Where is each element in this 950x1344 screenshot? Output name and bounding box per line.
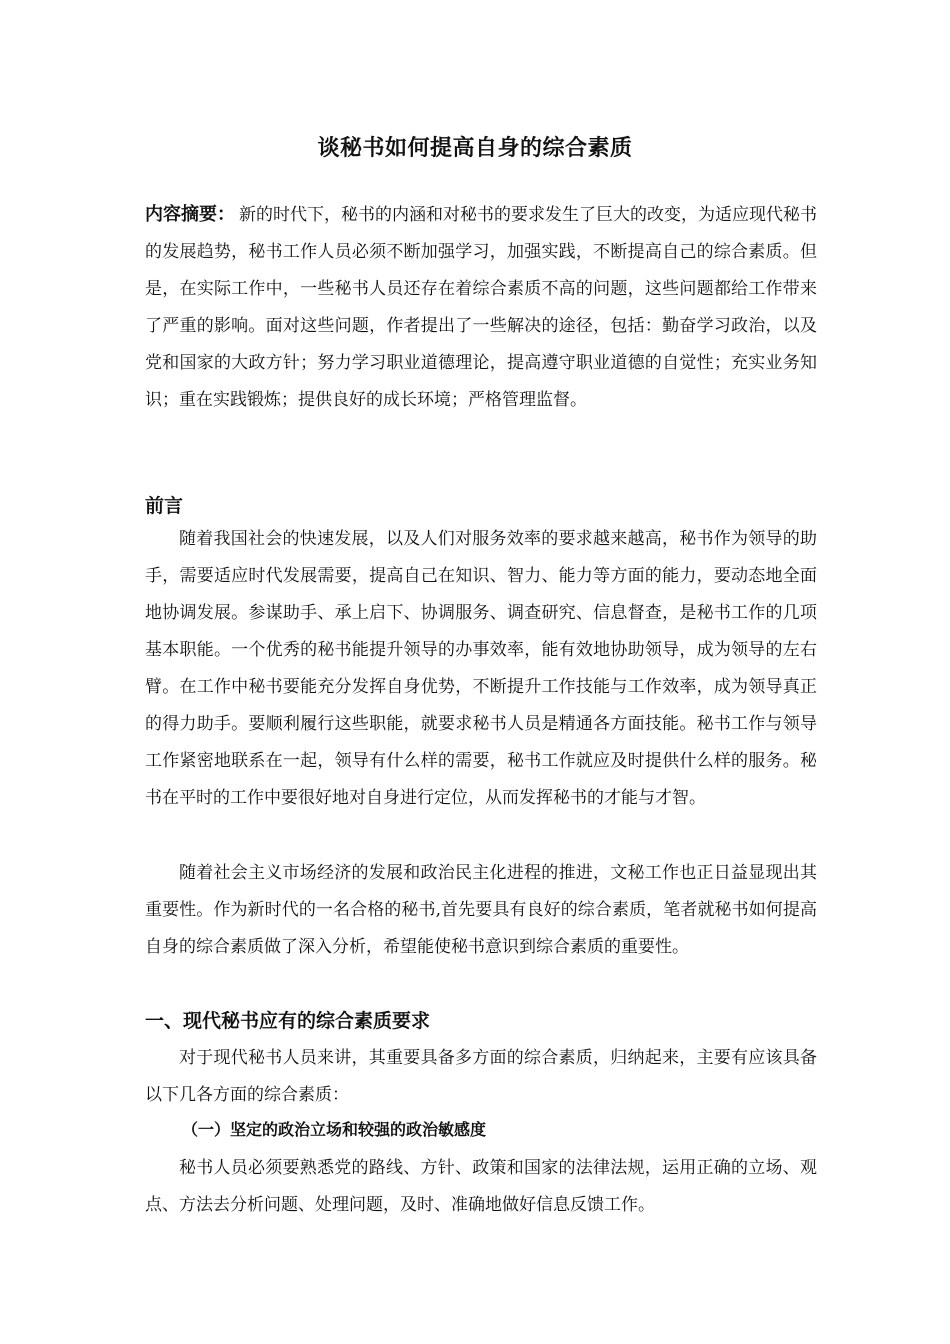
preface-heading: 前言	[145, 495, 184, 517]
abstract-label: 内容摘要：	[145, 204, 235, 225]
abstract-paragraph	[145, 196, 817, 419]
section-1-heading: 一、现代秘书应有的综合素质要求	[145, 1010, 431, 1032]
subsection-1-heading: （一）坚定的政治立场和较强的政治敏感度	[182, 1120, 487, 1139]
preface-paragraph-2: 随着社会主义市场经济的发展和政治民主化进程的推进，文秘工作也正日益显现出其重要性。作为新时代的一名合格的秘书,首先要具有良好的综合素质，笔者就秘书如何提高自身的综合素质做了深入分析，希望能使秘书意识到综合素质的重要性。	[145, 863, 817, 957]
preface-paragraph-1: 随着我国社会的快速发展，以及人们对服务效率的要求越来越高，秘书作为领导的助手，需要适应时代发展需要，提高自己在知识、智力、能力等方面的能力，要动态地全面地协调发展。参谋助手、承上启下、协调服务、调查研究、信息督查，是秘书工作的几项基本职能。一个优秀的秘书能提升领导的办事效率，能有效地协助领导，成为领导的左右臂。在工作中秘书要能充分发挥自身优势，不断提升工作技能与工作效率，成为领导真正的得力助手。要顺利履行这些职能，就要求秘书人员是精通各方面技能。秘书工作与领导工作紧密地联系在一起，领导有什么样的需要，秘书工作就应及时提供什么样的服务。秘书在平时的工作中要很好地对自身进行定位，从而发挥秘书的才能与才智。	[145, 529, 817, 808]
abstract-text: 新的时代下，秘书的内涵和对秘书的要求发生了巨大的改变，为适应现代秘书的发展趋势，秘书工作人员必须不断加强学习，加强实践，不断提高自己的综合素质。但是，在实际工作中，一些秘书人员还存在着综合素质不高的问题，这些问题都给工作带来了严重的影响。面对这些问题，作者提出了一些解决的途径，包括：勤奋学习政治，以及党和国家的大政方针；努力学习职业道德理论，提高遵守职业道德的自觉性；充实业务知识；重在实践锻炼；提供良好的成长环境；严格管理监督。	[145, 205, 817, 410]
section-1-intro: 对于现代秘书人员来讲，其重要具备多方面的综合素质，归纳起来，主要有应该具备以下几各方面的综合素质：	[145, 1048, 817, 1105]
subsection-1-paragraph: 秘书人员必须要熟悉党的路线、方针、政策和国家的法律法规，运用正确的立场、观点、方法去分析问题、处理问题，及时、准确地做好信息反馈工作。	[145, 1158, 817, 1215]
document-title: 谈秘书如何提高自身的综合素质	[317, 136, 633, 161]
